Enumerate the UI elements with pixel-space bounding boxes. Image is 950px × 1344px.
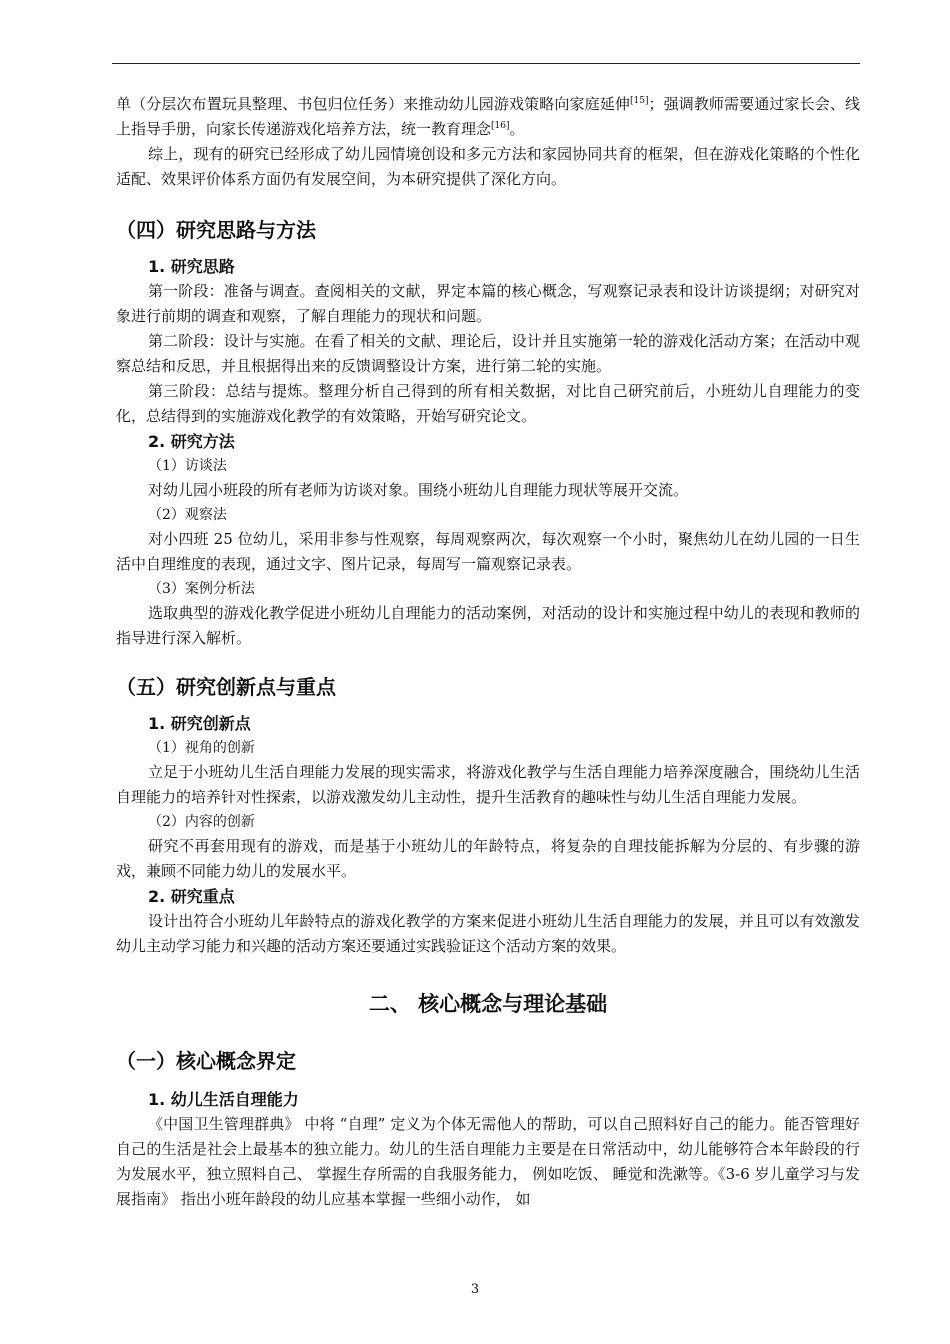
method-1-text: 对幼儿园小班段的所有老师为访谈对象。围绕小班幼儿自理能力现状等展开交流。	[148, 481, 689, 499]
header-rule	[112, 63, 860, 64]
innovation-2-text: 研究不再套用现有的游戏，而是基于小班幼儿的年龄特点，将复杂的自理技能拆解为分层的、有步骤的游戏，兼顾不同能力幼儿的发展水平。	[116, 837, 860, 880]
chapter-2-title: 二、 核心概念与理论基础	[368, 992, 608, 1016]
innovation-1-text: 立足于小班幼儿生活自理能力发展的现实需求，将游戏化教学与生活自理能力培养深度融合，围绕幼儿生活自理能力的培养针对性探索，以游戏激发幼儿主动性，提升生活教育的趣味性与幼儿生活自理能力发展。	[116, 763, 860, 806]
section-5-title: （五）研究创新点与重点	[116, 675, 336, 699]
intro-paragraph-1	[116, 92, 860, 142]
self-care-definition-text: 《中国卫生管理群典》 中将 “自理” 定义为个体无需他人的帮助，可以自己照料好自己的能力。能否管理好自己的生活是社会上最基本的独立能力。幼儿的生活自理能力主要是在日常活动中，幼儿能够符合本年龄段的行为发展水平，独立照料自己、 掌握生存所需的自我服务能力， 例如吃饭、 睡觉和洗漱等。《3-6 岁儿童学习与发展指南》 指出小班年龄段的幼儿应基本掌握一些细小动作， 如	[116, 1115, 860, 1208]
method-3-title: （3）案例分析法	[148, 581, 255, 597]
chapter-2-section-1-title: （一）核心概念界定	[116, 1049, 296, 1073]
citation-15: [15]	[629, 96, 649, 106]
method-3-text: 选取典型的游戏化教学促进小班幼儿自理能力的活动案例，对活动的设计和实施过程中幼儿的表现和教师的指导进行深入解析。	[116, 604, 860, 647]
method-2-title: （2）观察法	[148, 507, 227, 523]
chapter-2-sub-1-title: 1. 幼儿生活自理能力	[148, 1090, 299, 1109]
section-5-sub-2-title: 2. 研究重点	[148, 887, 235, 906]
intro-text-end: 。	[509, 120, 525, 138]
method-2-text: 对小四班 25 位幼儿，采用非参与性观察，每周观察两次，每次观察一个小时，聚焦幼儿在幼儿园的一日生活中自理维度的表现，通过文字、图片记录，每周写一篇观察记录表。	[116, 530, 860, 573]
stage-2-paragraph: 第二阶段：设计与实施。在看了相关的文献、理论后，设计并且实施第一轮的游戏化活动方案；在活动中观察总结和反思，并且根据得出来的反馈调整设计方案，进行第二轮的实施。	[116, 332, 860, 375]
intro-text-2: ；强调教师需要通过家长会、线上指导手册，向家长传递游戏化培养方法，统一教育理念	[116, 95, 860, 138]
section-5-sub-1-title: 1. 研究创新点	[148, 714, 251, 733]
stage-3-paragraph: 第三阶段：总结与提炼。整理分析自己得到的所有相关数据，对比自己研究前后，小班幼儿自理能力的变化，总结得到的实施游戏化教学的有效策略，开始写研究论文。	[116, 382, 860, 425]
stage-1-paragraph: 第一阶段：准备与调查。查阅相关的文献，界定本篇的核心概念，写观察记录表和设计访谈提纲；对研究对象进行前期的调查和观察，了解自理能力的现状和问题。	[116, 282, 860, 325]
page-body	[116, 92, 860, 1212]
innovation-1-title: （1）视角的创新	[148, 740, 255, 756]
innovation-2-title: （2）内容的创新	[148, 814, 255, 830]
citation-16: [16]	[491, 121, 510, 131]
section-4-title: （四）研究思路与方法	[116, 218, 316, 242]
section-4-sub-1-title: 1. 研究思路	[148, 257, 235, 276]
intro-text: 单（分层次布置玩具整理、书包归位任务）来推动幼儿园游戏策略向家庭延伸	[116, 95, 630, 113]
page-number: 3	[470, 1282, 480, 1297]
section-4-sub-2-title: 2. 研究方法	[148, 432, 235, 451]
key-point-text: 设计出符合小班幼儿年龄特点的游戏化教学的方案来促进小班幼儿生活自理能力的发展，并且可以有效激发幼儿主动学习能力和兴趣的活动方案还要通过实践验证这个活动方案的效果。	[116, 912, 860, 955]
method-1-title: （1）访谈法	[148, 458, 227, 474]
intro-paragraph-2: 综上，现有的研究已经形成了幼儿园情境创设和多元方法和家园协同共育的框架，但在游戏化策略的个性化适配、效果评价体系方面仍有发展空间，为本研究提供了深化方向。	[116, 145, 860, 188]
